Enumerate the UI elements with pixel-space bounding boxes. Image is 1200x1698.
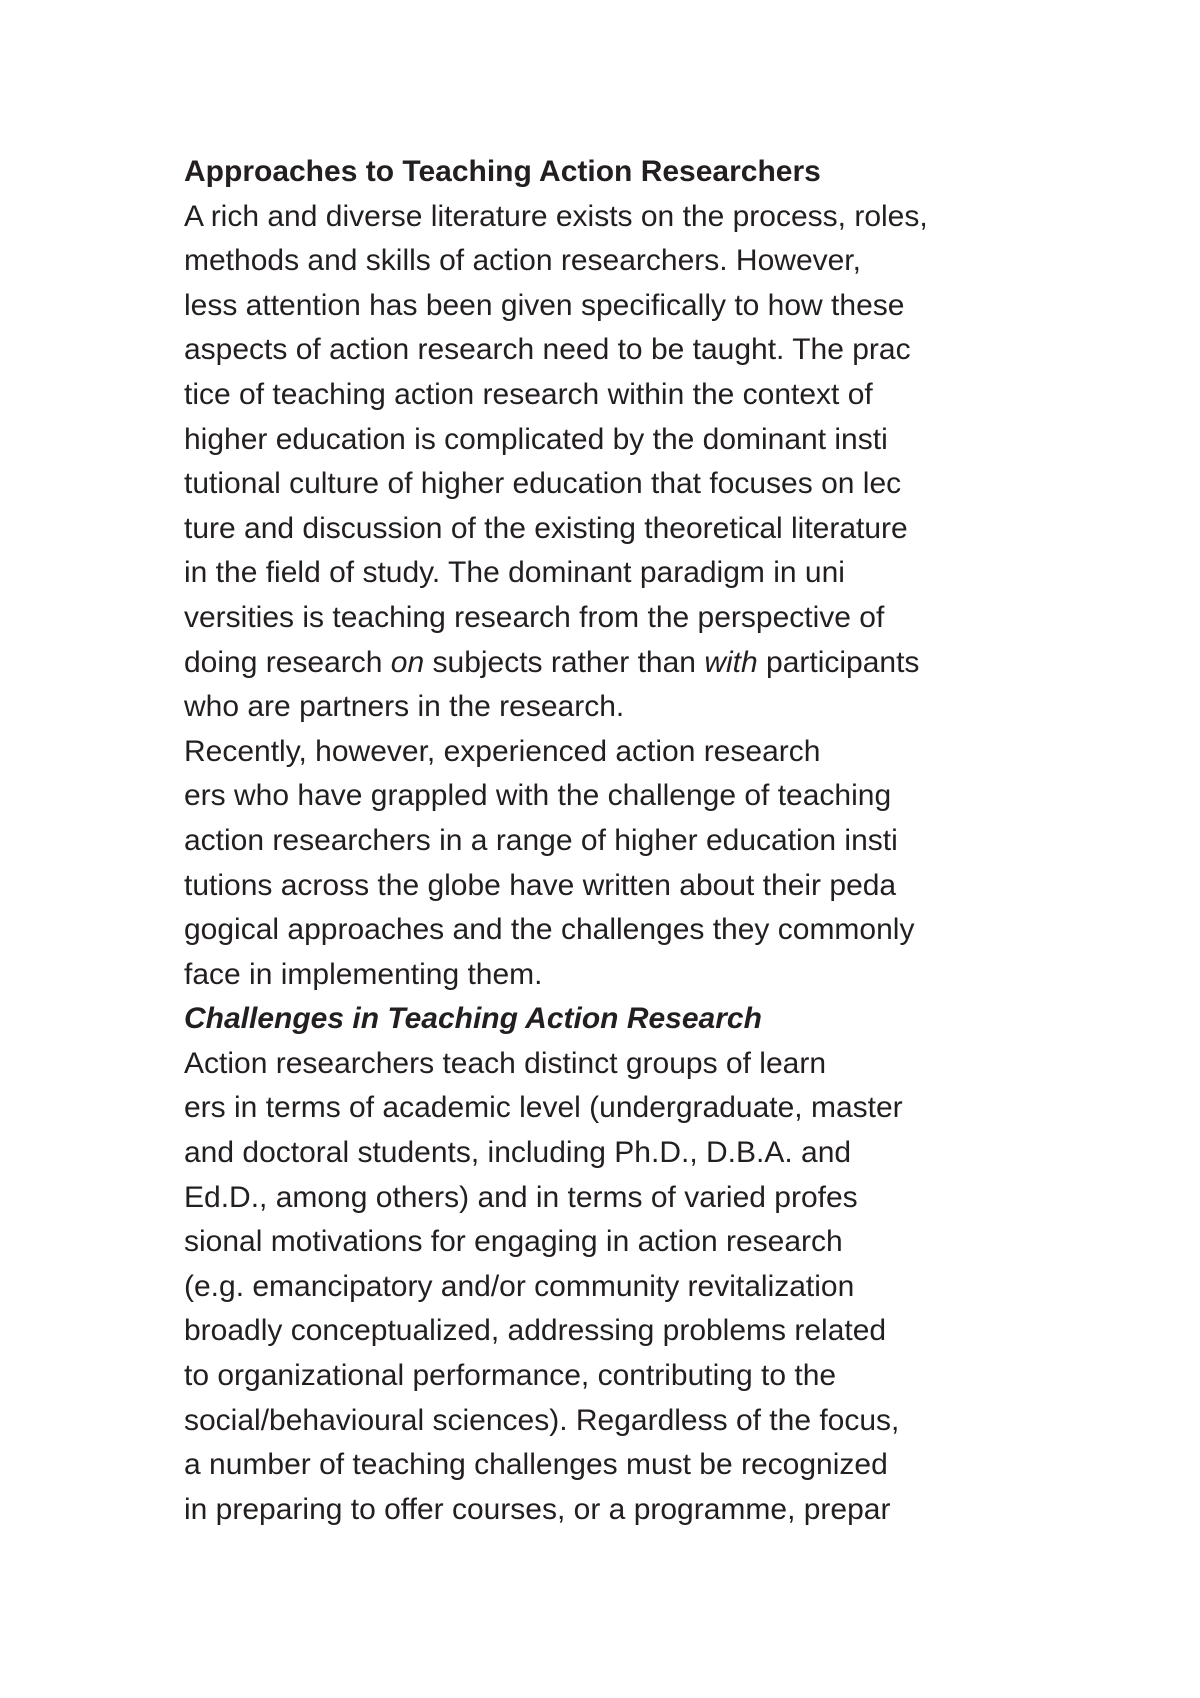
text-line: higher education is complicated by the dominant insti: [184, 422, 888, 456]
subsection-heading: Challenges in Teaching Action Research: [184, 1002, 762, 1036]
text-line: methods and skills of action researchers. However,: [184, 244, 861, 278]
text-line: Recently, however, experienced action research: [184, 734, 821, 768]
text-line: ture and discussion of the existing theoretical literature: [184, 511, 908, 545]
section-heading: Approaches to Teaching Action Researchers: [184, 155, 821, 188]
text-line: Action researchers teach distinct groups of learn: [184, 1046, 826, 1080]
text-line: who are partners in the research.: [184, 690, 625, 724]
text-line: versities is teaching research from the perspective of: [184, 600, 885, 634]
text-line: a number of teaching challenges must be recognized: [184, 1448, 888, 1482]
text-line: ers in terms of academic level (undergraduate, master: [184, 1091, 903, 1125]
text-run: participants: [757, 645, 920, 679]
text-line: sional motivations for engaging in action research: [184, 1225, 843, 1259]
text-line: [184, 641, 1084, 686]
text-line: and doctoral students, including Ph.D., D.B.A. and: [184, 1136, 852, 1170]
text-line: gogical approaches and the challenges they commonly: [184, 913, 915, 947]
text-line: face in implementing them.: [184, 957, 543, 991]
text-line: tice of teaching action research within the context of: [184, 377, 873, 411]
emphasis-on: on: [390, 645, 425, 679]
body-text: [184, 150, 1084, 1532]
text-run: doing research: [184, 645, 391, 679]
emphasis-with: with: [704, 645, 758, 679]
text-line: (e.g. emancipatory and/or community revitalization: [184, 1269, 855, 1303]
text-line: broadly conceptualized, addressing problems related: [184, 1314, 887, 1348]
text-run: subjects rather than: [424, 645, 705, 679]
text-line: action researchers in a range of higher education insti: [184, 823, 898, 857]
text-line: less attention has been given specifically to how these: [184, 288, 905, 322]
paragraph-2: [184, 730, 1084, 998]
text-line: tutional culture of higher education that focuses on lec: [184, 467, 902, 501]
paragraph-1: [184, 195, 1084, 730]
text-line: social/behavioural sciences). Regardless of the focus,: [184, 1403, 900, 1437]
text-line: in preparing to offer courses, or a programme, prepar: [184, 1492, 891, 1526]
paragraph-3: [184, 1042, 1084, 1533]
text-line: ers who have grappled with the challenge of teaching: [184, 779, 892, 813]
text-line: in the field of study. The dominant paradigm in uni: [184, 556, 845, 590]
text-line: tutions across the globe have written about their peda: [184, 868, 897, 902]
text-line: to organizational performance, contributing to the: [184, 1359, 837, 1393]
text-line: Ed.D., among others) and in terms of varied profes: [184, 1180, 858, 1214]
text-line: aspects of action research need to be taught. The prac: [184, 333, 911, 367]
text-line: A rich and diverse literature exists on the process, roles,: [184, 199, 928, 233]
